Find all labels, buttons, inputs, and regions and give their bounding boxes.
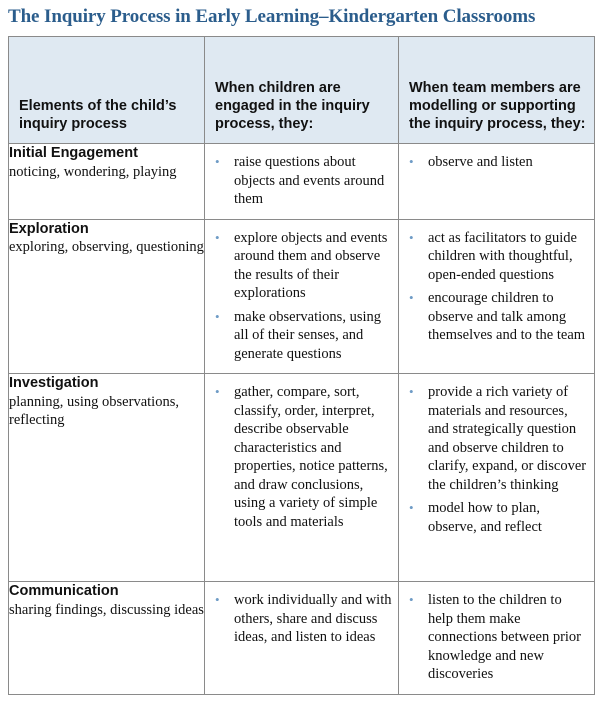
list-item: • raise questions about objects and events around them	[215, 154, 385, 207]
team-cell	[399, 374, 595, 582]
element-name: Exploration	[9, 220, 89, 237]
element-description: noticing, wondering, playing	[9, 163, 177, 180]
list-item: • observe and listen	[409, 154, 533, 170]
table-row	[9, 374, 595, 582]
bullet-icon: •	[215, 592, 220, 607]
bullet-icon: •	[409, 229, 414, 245]
element-description: planning, using observations, reflecting	[9, 393, 179, 428]
header-children: When children are engaged in the inquiry process, they:	[205, 37, 399, 144]
list-item: • work individually and with others, share and discuss ideas, and listen to ideas	[215, 592, 392, 645]
list-item: • provide a rich variety of materials and resources, and strategically question and observe children to clarify, expand, or discover the children’s thinking	[409, 384, 587, 493]
team-cell	[399, 582, 595, 695]
header-row	[9, 37, 595, 144]
children-cell	[205, 374, 399, 582]
element-cell	[9, 219, 205, 374]
table-row	[9, 144, 595, 220]
list-item: • gather, compare, sort, classify, order, interpret, describe observable characteristics and properties, notice patterns, and draw conclusions, using a variety of simple tools and materials	[215, 384, 388, 530]
bullet-icon: •	[409, 290, 414, 305]
element-description: exploring, observing, questioning	[9, 239, 204, 255]
children-cell	[205, 219, 399, 374]
list-item: • listen to the children to help them make connections between prior knowledge and new discoveries	[409, 592, 582, 682]
element-name: Investigation	[9, 375, 99, 391]
bullet-icon: •	[409, 500, 414, 515]
header-team: When team members are modelling or supporting the inquiry process, they:	[399, 37, 595, 144]
element-cell	[9, 374, 205, 582]
children-cell	[205, 144, 399, 220]
list-item: • make observations, using all of their senses, and generate questions	[215, 308, 381, 362]
element-name: Communication	[9, 583, 119, 599]
list-item: • encourage children to observe and talk among themselves and to the team	[409, 290, 586, 343]
element-name: Initial Engagement	[9, 145, 138, 161]
table-row	[9, 219, 595, 374]
list-item: • explore objects and events around them and observe the results of their explorations	[215, 229, 388, 301]
bullet-icon: •	[409, 592, 414, 607]
bullet-icon: •	[409, 384, 414, 399]
bullet-icon: •	[409, 154, 414, 169]
element-cell	[9, 144, 205, 220]
element-cell	[9, 582, 205, 695]
header-elements: Elements of the child’s inquiry process	[9, 37, 205, 144]
list-item: • model how to plan, observe, and reflect	[409, 500, 542, 535]
bullet-icon: •	[215, 308, 220, 324]
element-description: sharing findings, discussing ideas	[9, 601, 204, 618]
bullet-icon: •	[215, 229, 220, 245]
bullet-icon: •	[215, 384, 220, 399]
page-title: The Inquiry Process in Early Learning–Kindergarten Classrooms	[8, 6, 536, 27]
list-item: • act as facilitators to guide children with thoughtful, open-ended questions	[409, 229, 577, 283]
inquiry-process-table	[8, 36, 595, 695]
children-cell	[205, 582, 399, 695]
table-row	[9, 582, 595, 695]
bullet-icon: •	[215, 154, 220, 169]
team-cell	[399, 144, 595, 220]
team-cell	[399, 219, 595, 374]
